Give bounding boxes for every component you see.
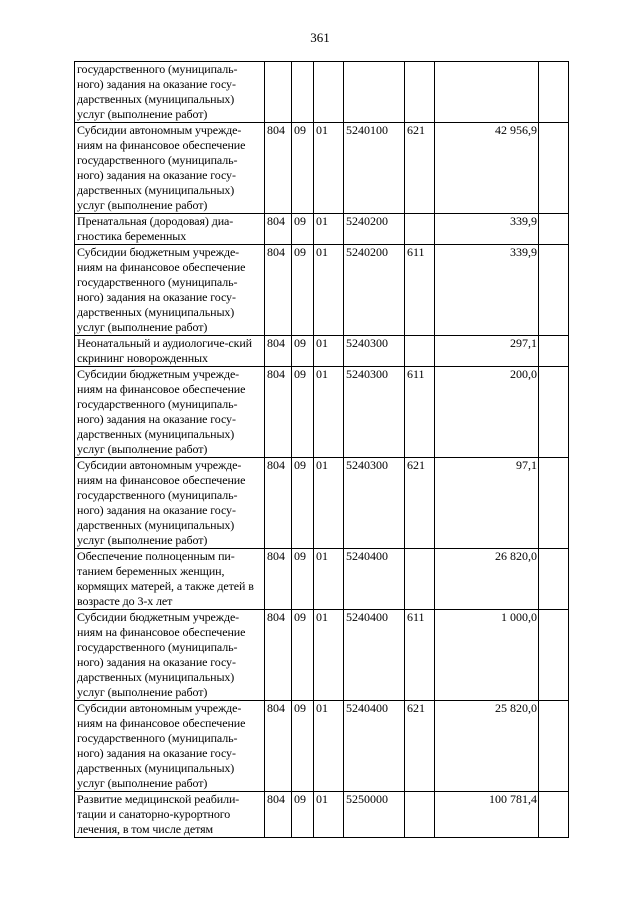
table-row	[75, 792, 569, 838]
section-code-cell: 09	[292, 123, 314, 214]
empty-column-cell	[539, 610, 569, 701]
empty-column-cell	[539, 458, 569, 549]
ministry-code-cell: 804	[265, 336, 292, 367]
row-name-cell: Субсидии автономным учрежде-ниям на финансовое обеспечение государственного (муниципаль-ного) задания на оказание госу-дарственных (муниципальных) услуг (выполнение работ)	[75, 701, 265, 792]
table-body	[75, 62, 569, 838]
subsection-code-cell: 01	[314, 792, 344, 838]
ministry-code-cell: 804	[265, 367, 292, 458]
empty-column-cell	[539, 245, 569, 336]
row-name-cell: Пренатальная (дородовая) диа-гностика беременных	[75, 214, 265, 245]
table-row	[75, 458, 569, 549]
section-code-cell: 09	[292, 367, 314, 458]
row-name-cell: государственного (муниципаль-ного) задания на оказание госу-дарственных (муниципальных) услуг (выполнение работ)	[75, 62, 265, 123]
subsection-code-cell: 01	[314, 367, 344, 458]
table-row	[75, 701, 569, 792]
target-article-cell: 5240300	[344, 336, 405, 367]
section-code-cell: 09	[292, 610, 314, 701]
subsection-code-cell: 01	[314, 549, 344, 610]
expense-type-cell: 611	[405, 367, 435, 458]
target-article-cell: 5240400	[344, 610, 405, 701]
table-row	[75, 214, 569, 245]
amount-cell: 42 956,9	[435, 123, 539, 214]
row-name-cell: Субсидии автономным учрежде-ниям на финансовое обеспечение государственного (муниципаль-ного) задания на оказание госу-дарственных (муниципальных) услуг (выполнение работ)	[75, 458, 265, 549]
subsection-code-cell: 01	[314, 214, 344, 245]
expense-type-cell	[405, 62, 435, 123]
ministry-code-cell: 804	[265, 245, 292, 336]
amount-cell: 297,1	[435, 336, 539, 367]
amount-cell	[435, 62, 539, 123]
expense-type-cell	[405, 336, 435, 367]
target-article-cell: 5240200	[344, 245, 405, 336]
row-name-cell: Развитие медицинской реабили-тации и санаторно-курортного лечения, в том числе детям	[75, 792, 265, 838]
ministry-code-cell: 804	[265, 701, 292, 792]
ministry-code-cell: 804	[265, 549, 292, 610]
empty-column-cell	[539, 701, 569, 792]
section-code-cell: 09	[292, 701, 314, 792]
expense-type-cell: 621	[405, 458, 435, 549]
ministry-code-cell: 804	[265, 458, 292, 549]
target-article-cell: 5250000	[344, 792, 405, 838]
amount-cell: 25 820,0	[435, 701, 539, 792]
target-article-cell: 5240100	[344, 123, 405, 214]
target-article-cell: 5240300	[344, 458, 405, 549]
empty-column-cell	[539, 123, 569, 214]
section-code-cell: 09	[292, 245, 314, 336]
section-code-cell: 09	[292, 792, 314, 838]
table-row	[75, 549, 569, 610]
amount-cell: 1 000,0	[435, 610, 539, 701]
table-row	[75, 367, 569, 458]
amount-cell: 97,1	[435, 458, 539, 549]
section-code-cell: 09	[292, 549, 314, 610]
budget-table	[74, 61, 569, 838]
amount-cell: 100 781,4	[435, 792, 539, 838]
expense-type-cell: 611	[405, 245, 435, 336]
row-name-cell: Субсидии бюджетным учрежде-ниям на финансовое обеспечение государственного (муниципаль-ного) задания на оказание госу-дарственных (муниципальных) услуг (выполнение работ)	[75, 367, 265, 458]
empty-column-cell	[539, 549, 569, 610]
expense-type-cell	[405, 792, 435, 838]
row-name-cell: Обеспечение полноценным пи-танием беременных женщин, кормящих матерей, а также детей в возрасте до 3-х лет	[75, 549, 265, 610]
subsection-code-cell: 01	[314, 245, 344, 336]
target-article-cell: 5240400	[344, 701, 405, 792]
table-row	[75, 62, 569, 123]
target-article-cell	[344, 62, 405, 123]
table-row	[75, 245, 569, 336]
table-row	[75, 336, 569, 367]
amount-cell: 200,0	[435, 367, 539, 458]
empty-column-cell	[539, 62, 569, 123]
target-article-cell: 5240400	[344, 549, 405, 610]
row-name-cell: Неонатальный и аудиологиче-ский скрининг новорожденных	[75, 336, 265, 367]
row-name-cell: Субсидии автономным учрежде-ниям на финансовое обеспечение государственного (муниципаль-ного) задания на оказание госу-дарственных (муниципальных) услуг (выполнение работ)	[75, 123, 265, 214]
subsection-code-cell: 01	[314, 701, 344, 792]
expense-type-cell	[405, 214, 435, 245]
empty-column-cell	[539, 214, 569, 245]
target-article-cell: 5240300	[344, 367, 405, 458]
empty-column-cell	[539, 792, 569, 838]
page-number: 361	[310, 30, 330, 45]
subsection-code-cell: 01	[314, 610, 344, 701]
amount-cell: 26 820,0	[435, 549, 539, 610]
subsection-code-cell: 01	[314, 123, 344, 214]
section-code-cell: 09	[292, 214, 314, 245]
expense-type-cell: 621	[405, 701, 435, 792]
row-name-cell: Субсидии бюджетным учрежде-ниям на финансовое обеспечение государственного (муниципаль-ного) задания на оказание госу-дарственных (муниципальных) услуг (выполнение работ)	[75, 610, 265, 701]
table-row	[75, 123, 569, 214]
table-row	[75, 610, 569, 701]
section-code-cell: 09	[292, 458, 314, 549]
ministry-code-cell: 804	[265, 792, 292, 838]
section-code-cell: 09	[292, 336, 314, 367]
amount-cell: 339,9	[435, 214, 539, 245]
expense-type-cell	[405, 549, 435, 610]
subsection-code-cell	[314, 62, 344, 123]
subsection-code-cell: 01	[314, 458, 344, 549]
row-name-cell: Субсидии бюджетным учрежде-ниям на финансовое обеспечение государственного (муниципаль-ного) задания на оказание госу-дарственных (муниципальных) услуг (выполнение работ)	[75, 245, 265, 336]
ministry-code-cell: 804	[265, 214, 292, 245]
ministry-code-cell: 804	[265, 123, 292, 214]
target-article-cell: 5240200	[344, 214, 405, 245]
expense-type-cell: 611	[405, 610, 435, 701]
section-code-cell	[292, 62, 314, 123]
amount-cell: 339,9	[435, 245, 539, 336]
empty-column-cell	[539, 336, 569, 367]
ministry-code-cell: 804	[265, 610, 292, 701]
expense-type-cell: 621	[405, 123, 435, 214]
subsection-code-cell: 01	[314, 336, 344, 367]
empty-column-cell	[539, 367, 569, 458]
ministry-code-cell	[265, 62, 292, 123]
